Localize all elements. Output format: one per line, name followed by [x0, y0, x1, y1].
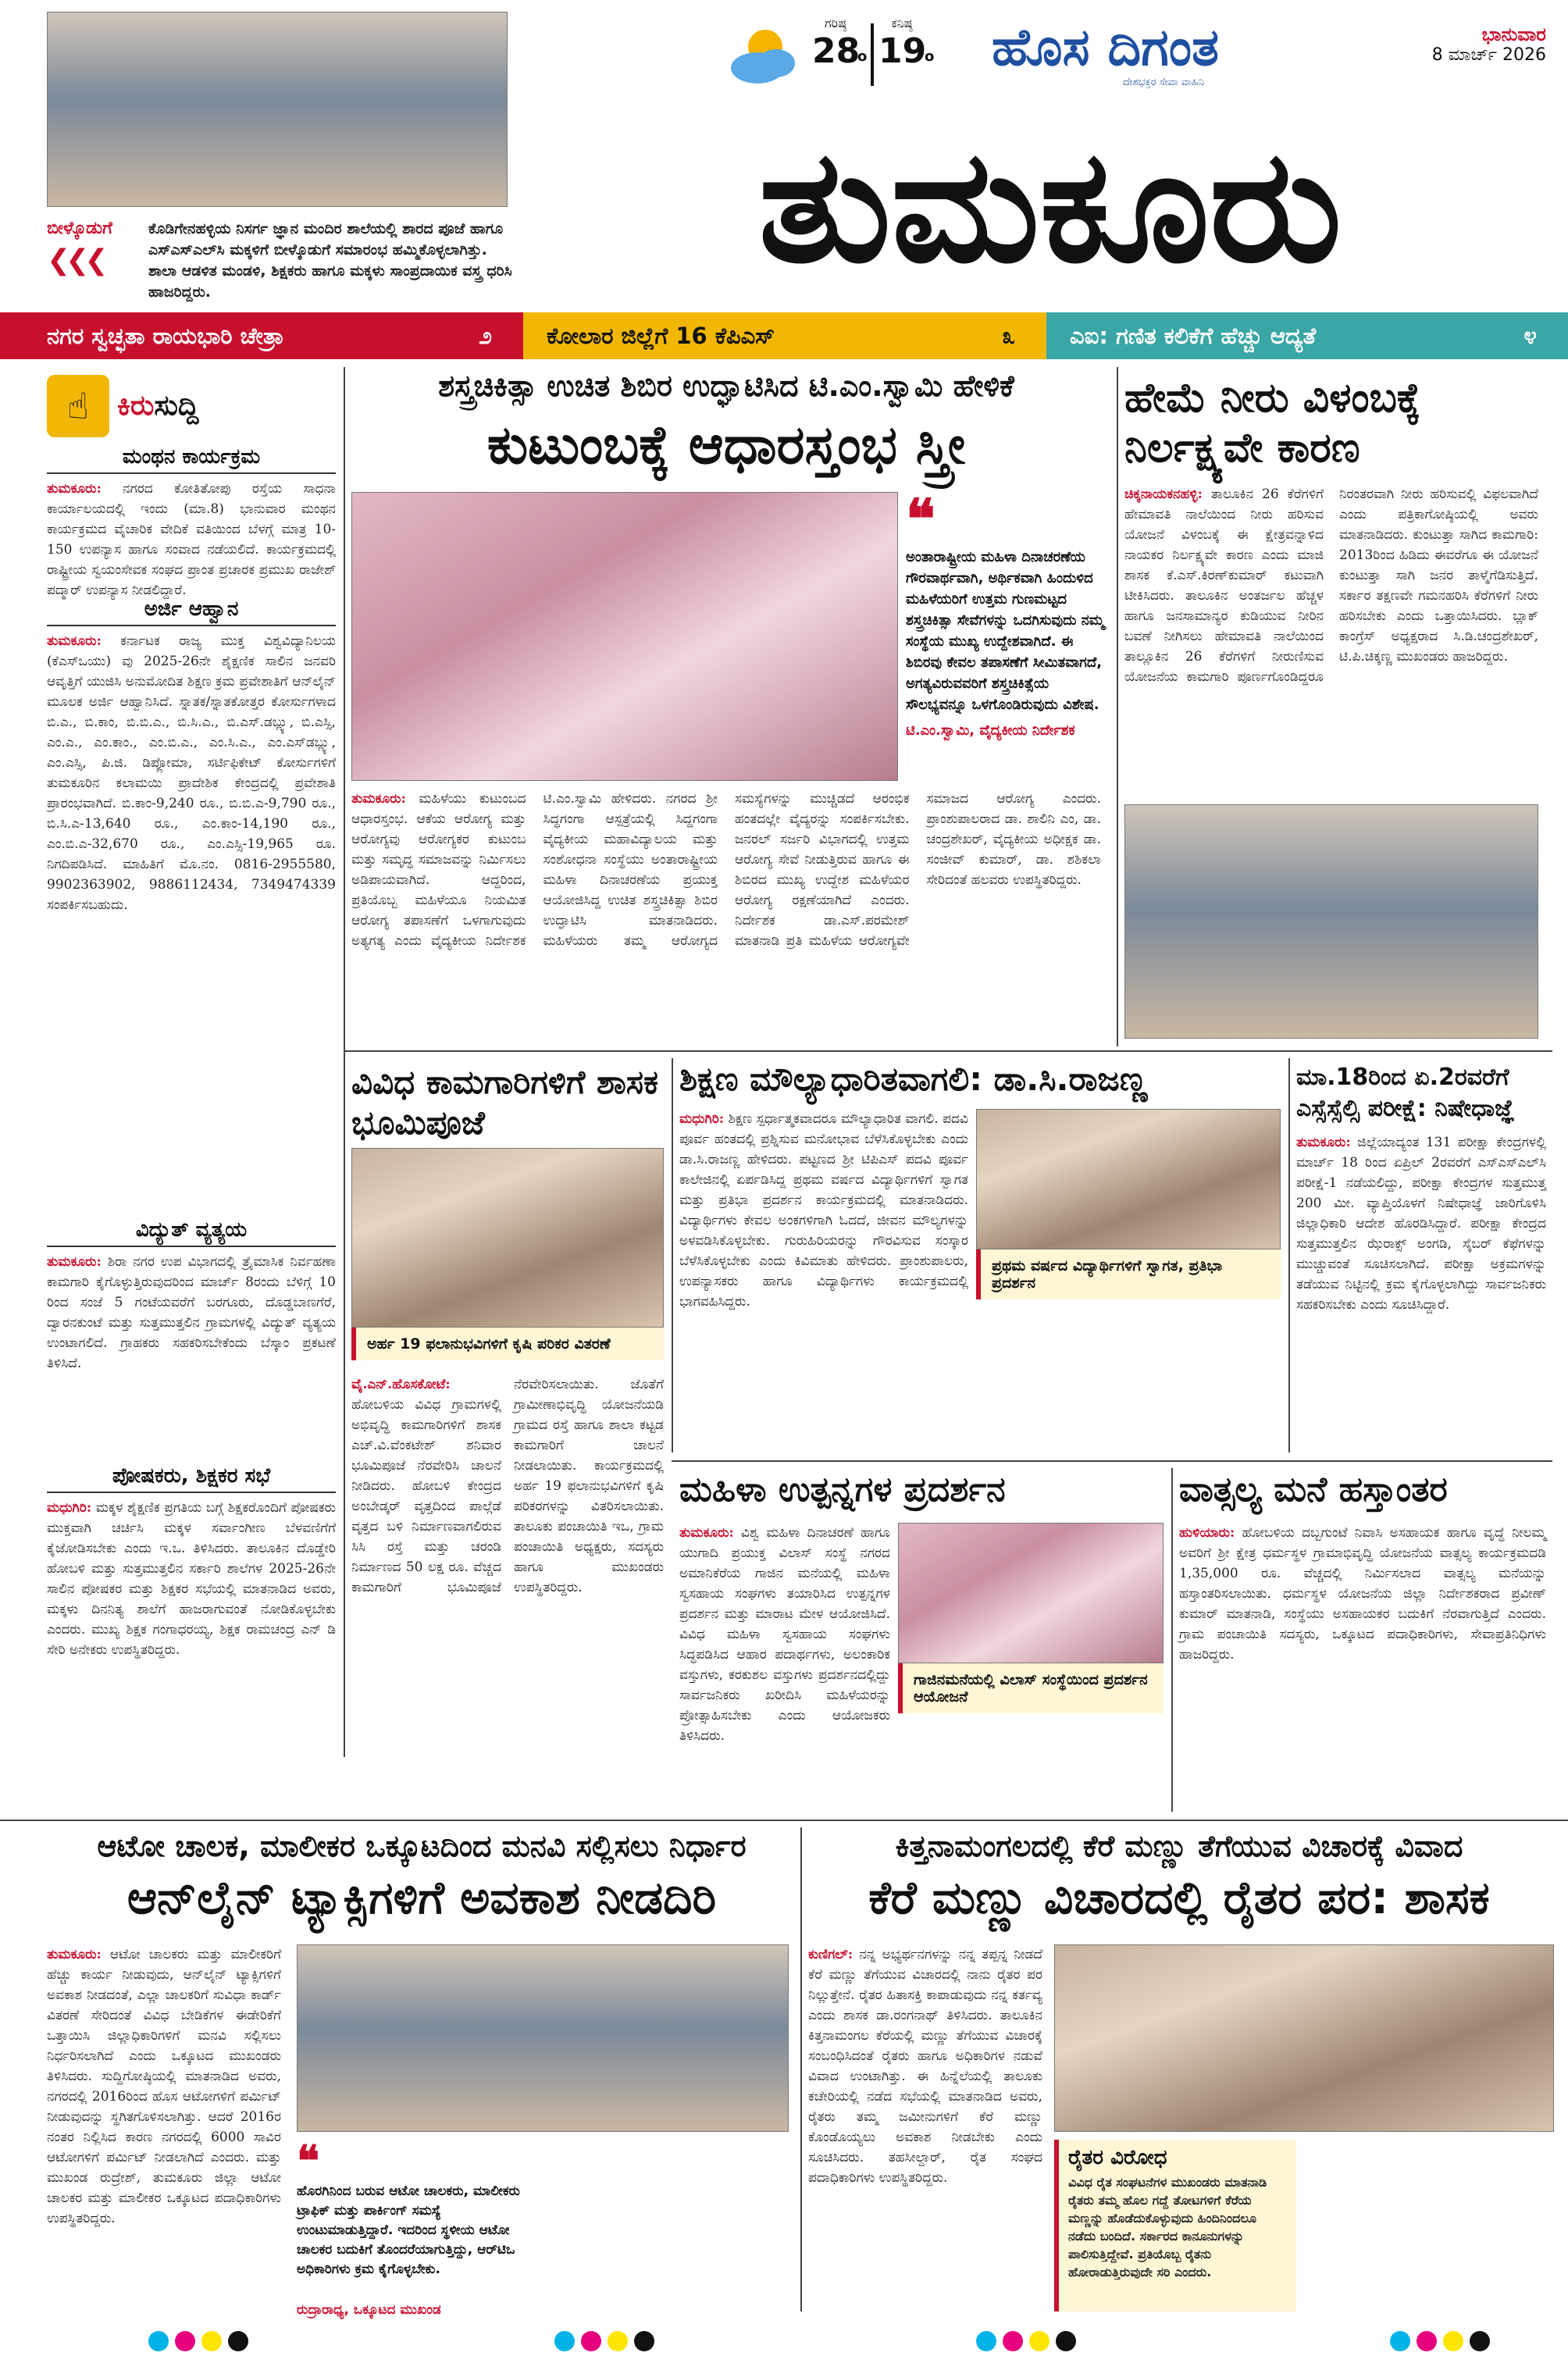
brief-body: [47, 1498, 336, 1826]
index-label: ಎಐ: ಗಣಿತ ಕಲಿಕೆಗೆ ಹೆಚ್ಚು ಆದ್ಯತೆ: [1070, 322, 1317, 349]
caption-text: ಕೊಡಿಗೇನಹಳ್ಳಿಯ ನಿಸರ್ಗ ಜ್ಞಾನ ಮಂದಿರ ಶಾಲೆಯಲ್ಲಿ ಶಾರದ ಪೂಜೆ ಹಾಗೂ ಎಸ್‌ಎಸ್‌ಎಲ್‌ಸಿ ಮಕ್ಕಳಿಗೆ ಬೀಳ್ಕೊಡುಗೆ ಸಮಾರಂಭ ಹಮ್ಮಿಕೊಳ್ಳಲಾಗಿತ್ತು. ಶಾಲಾ ಆಡಳಿತ ಮಂಡಳಿ, ಶಿಕ್ಷಕರು ಹಾಗೂ ಮಕ್ಕಳು ಸಾಂಪ್ರದಾಯಿಕ ವಸ್ತ್ರ ಧರಿಸಿ ಹಾಜರಿದ್ದರು.: [148, 220, 512, 301]
black-dot: [1470, 2331, 1490, 2351]
row-rule: [0, 1820, 1568, 1821]
row2-story2-text: ಶಿಕ್ಷಣ ಸ್ಪರ್ಧಾತ್ಮಕವಾದರೂ ಮೌಲ್ಯಾಧಾರಿತ ವಾಗಲಿ. ಪದವಿ ಪೂರ್ವ ಹಂತದಲ್ಲಿ ಪ್ರಶ್ನಿಸುವ ಮನೋಭಾವ ಬೆಳೆಸಿಕೊಳ್ಳಬೇಕು ಎಂದು ಡಾ.ಸಿ.ರಾಜಣ್ಣ ಹೇಳಿದರು. ಪಟ್ಟಣದ ಶ್ರೀ ಟಿಪಿಎಸ್ ಪದವಿ ಪೂರ್ವ ಕಾಲೇಜಿನಲ್ಲಿ ಏರ್ಪಡಿಸಿದ್ದ ಪ್ರಥಮ ವರ್ಷದ ವಿದ್ಯಾರ್ಥಿಗಳಿಗೆ ಸ್ವಾಗತ ಮತ್ತು ಪ್ರತಿಭಾ ಪ್ರದರ್ಶನ ಕಾರ್ಯಕ್ರಮದಲ್ಲಿ ಮಾತನಾಡಿದರು. ವಿದ್ಯಾರ್ಥಿಗಳು ಕೇವಲ ಅಂಕಗಳಿಗಾಗಿ ಓದದೆ, ಜೀವನ ಮೌಲ್ಯಗಳನ್ನು ಅಳವಡಿಸಿಕೊಳ್ಳಬೇಕು. ಗುರುಹಿರಿಯರನ್ನು ಗೌರವಿಸುವ ಸಂಸ್ಕಾರ ಬೆಳೆಸಿಕೊಳ್ಳಬೇಕು ಎಂದು ಕಿವಿಮಾತು ಹೇಳಿದರು. ಪ್ರಾಂಶುಪಾಲರು, ಉಪನ್ಯಾಸಕರು ಹಾಗೂ ವಿದ್ಯಾರ್ಥಿಗಳು ಕಾರ್ಯಕ್ರಮದಲ್ಲಿ ಭಾಗವಹಿಸಿದ್ದರು.: [679, 1111, 969, 1310]
bottom-left-body-b: [547, 2140, 789, 2319]
row3-story2-text: ಹೋಬಳಿಯ ದಬ್ಬಗುಂಟೆ ನಿವಾಸಿ ಅಸಹಾಯಕ ಹಾಗೂ ವೃದ್ಧೆ ನೀಲಮ್ಮ ಅವರಿಗೆ ಶ್ರೀ ಕ್ಷೇತ್ರ ಧರ್ಮಸ್ಥಳ ಗ್ರಾಮಾಭಿವೃದ್ಧಿ ಯೋಜನೆಯ ವಾತ್ಸಲ್ಯ ಕಾರ್ಯಕ್ರಮದಡಿ 1,35,000 ರೂ. ವೆಚ್ಚದಲ್ಲಿ ನಿರ್ಮಿಸಲಾದ ವಾತ್ಸಲ್ಯ ಮನೆಯನ್ನು ಹಸ್ತಾಂತರಿಸಲಾಯಿತು. ಧರ್ಮಸ್ಥಳ ಯೋಜನೆಯ ಜಿಲ್ಲಾ ನಿರ್ದೇಶಕರಾದ ಪ್ರವೀಣ್ ಕುಮಾರ್ ಮಾತನಾಡಿ, ಸಂಸ್ಥೆಯು ಅಸಹಾಯಕರ ಬದುಕಿಗೆ ನೆರವಾಗುತ್ತಿದೆ ಎಂದರು. ಗ್ರಾಮ ಪಂಚಾಯಿತಿ ಸದಸ್ಯರು, ಒಕ್ಕೂಟದ ಪದಾಧಿಕಾರಿಗಳು, ಸೇವಾಪ್ರತಿನಿಧಿಗಳು ಹಾಜರಿದ್ದರು.: [1179, 1525, 1546, 1663]
bottom-right-caption: [1054, 2140, 1296, 2311]
bottom-left-quote: [297, 2136, 531, 2296]
row3-story1-place: ತುಮಕೂರು:: [679, 1525, 734, 1541]
bottom-right-caption-title: ರೈತರ ವಿರೋಧ: [1068, 2146, 1167, 2169]
bottom-left-quote-text: ಹೊರಗಿನಿಂದ ಬರುವ ಆಟೋ ಚಾಲಕರು, ಮಾಲೀಕರು ಟ್ರಾಫಿಕ್ ಮತ್ತು ಪಾರ್ಕಿಂಗ್ ಸಮಸ್ಯೆ ಉಂಟುಮಾಡುತ್ತಿದ್ದಾರೆ. ಇದರಿಂದ ಸ್ಥಳೀಯ ಆಟೋ ಚಾಲಕರ ಬದುಕಿಗೆ ತೊಂದರೆಯಾಗುತ್ತಿದ್ದು, ಆರ್‌ಟಿಒ ಅಧಿಕಾರಿಗಳು ಕ್ರಮ ಕೈಗೊಳ್ಳಬೇಕು.: [297, 2183, 520, 2277]
bottom-right-photo: [1054, 1944, 1554, 2132]
bottom-left-text: ಆಟೋ ಚಾಲಕರು ಮತ್ತು ಮಾಲೀಕರಿಗೆ ಹೆಚ್ಚು ಕಾರ್ಯ ನೀಡುವುದು, ಆನ್‌ಲೈನ್ ಟ್ಯಾಕ್ಸಿಗಳಿಗೆ ಅವಕಾಶ ನೀಡದಂತೆ, ಎಲ್ಲಾ ಚಾಲಕರಿಗೆ ಸುವಿಧಾ ಕಾರ್ಡ್ ವಿತರಣೆ ಸೇರಿದಂತೆ ವಿವಿಧ ಬೇಡಿಕೆಗಳ ಈಡೇರಿಕೆಗೆ ಒತ್ತಾಯಿಸಿ ಜಿಲ್ಲಾಧಿಕಾರಿಗಳಿಗೆ ಮನವಿ ಸಲ್ಲಿಸಲು ನಿರ್ಧರಿಸಲಾಗಿದೆ ಎಂದು ಒಕ್ಕೂಟದ ಮುಖಂಡರು ತಿಳಿಸಿದರು. ಸುದ್ದಿಗೋಷ್ಠಿಯಲ್ಲಿ ಮಾತನಾಡಿದ ಅವರು, ನಗರದಲ್ಲಿ 2016ರಿಂದ ಹೊಸ ಆಟೋಗಳಿಗೆ ಪರ್ಮಿಟ್ ನೀಡುವುದನ್ನು ಸ್ಥಗಿತಗೊಳಿಸಲಾಗಿತ್ತು. ಆದರೆ 2016ರ ನಂತರ ನಿಲ್ಲಿಸಿದ ಕಾರಣ ನಗರದಲ್ಲಿ 6000 ಸಾವಿರ ಆಟೋಗಳಿಗೆ ಪರ್ಮಿಟ್ ನೀಡಲಾಗಿದೆ ಎಂದರು. ಮತ್ತು ಮುಖಂಡ ರುದ್ರೇಶ್, ತುಮಕೂರು ಜಿಲ್ಲಾ ಆಟೋ ಚಾಲಕರ ಮತ್ತು ಮಾಲೀಕರ ಒಕ್ಕೂಟದ ಪದಾಧಿಕಾರಿಗಳು ಉಪಸ್ಥಿತರಿದ್ದರು.: [47, 1947, 281, 2226]
bottom-left-photo: [297, 1944, 789, 2132]
brief-body: [47, 479, 336, 598]
max-value: 28: [812, 31, 861, 71]
degree-symbol: o: [857, 48, 868, 65]
brief-title: ಪೋಷಕರು, ಶಿಕ್ಷಕರ ಸಭೆ: [47, 1464, 336, 1493]
bottom-right-body-b: [1308, 2140, 1550, 2311]
column-rule: [1171, 1468, 1173, 1812]
bottom-left-kicker: ಆಟೋ ಚಾಲಕ, ಮಾಲೀಕರ ಒಕ್ಕೂಟದಿಂದ ಮನವಿ ಸಲ್ಲಿಸಲು ನಿರ್ಧಾರ: [97, 1829, 747, 1863]
registration-marks: [554, 2331, 654, 2351]
kirusuddi-header: [47, 375, 336, 437]
weather-max: [812, 16, 859, 71]
min-label: ಕನಿಷ್ಠ: [891, 16, 913, 30]
row2-story1-body: [351, 1374, 664, 1812]
weather-divider: [871, 23, 874, 86]
brief-title: ಮಂಥನ ಕಾರ್ಯಕ್ರಮ: [47, 445, 336, 474]
bottom-left-quote-by: ರುದ್ರಾರಾಧ್ಯ, ಒಕ್ಕೂಟದ ಮುಖಂಡ: [297, 2302, 441, 2318]
min-value: 19: [878, 31, 927, 71]
caption-place: ಬೀಳ್ಕೊಡುಗೆ: [47, 219, 112, 238]
magenta-dot: [175, 2331, 195, 2351]
row3-story2-body: [1179, 1523, 1546, 1812]
registration-marks: [976, 2331, 1076, 2351]
chevron-left-icon: ❮❮❮: [47, 244, 104, 276]
brief-text: ಶಿರಾ ನಗರ ಉಪ ವಿಭಾಗದಲ್ಲಿ ತ್ರೈಮಾಸಿಕ ನಿರ್ವಹಣಾ ಕಾಮಗಾರಿ ಕೈಗೊಳ್ಳುತ್ತಿರುವುದರಿಂದ ಮಾರ್ಚ್ 8ರಂದು ಬೆಳಿಗ್ಗೆ 10 ರಿಂದ ಸಂಜೆ 5 ಗಂಟೆಯವರೆಗೆ ಬರಗೂರು, ದೊಡ್ಡಬಾಣಗೆರೆ, ದ್ವಾರನಕುಂಟೆ ಮತ್ತು ಸುತ್ತಮುತ್ತಲಿನ ಗ್ರಾಮಗಳಲ್ಲಿ ವಿದ್ಯುತ್ ವ್ಯತ್ಯಯ ಉಂಟಾಗಲಿದೆ. ಗ್ರಾಹಕರು ಸಹಕರಿಸಬೇಕೆಂದು ಬೆಸ್ಕಾಂ ಪ್ರಕಟಣೆ ತಿಳಿಸಿದೆ.: [47, 1254, 336, 1371]
brief-place: ತುಮಕೂರು:: [47, 481, 102, 497]
row2-story2-place: ಮಧುಗಿರಿ:: [679, 1111, 725, 1127]
row2-story1-headline: ವಿವಿಧ ಕಾಮಗಾರಿಗಳಿಗೆ ಶಾಸಕ ಭೂಮಿಪೂಜೆ: [351, 1063, 659, 1142]
max-label: ಗರಿಷ್ಠ: [825, 16, 846, 30]
bottom-right-text: ನನ್ನ ಅಭ್ಯರ್ಥನಗಳನ್ನು ನನ್ನ ತಪ್ಪನ್ನ ನೀಡದೆ ಕೆರೆ ಮಣ್ಣು ತೆಗೆಯುವ ವಿಚಾರದಲ್ಲಿ ನಾನು ರೈತರ ಪರ ನಿಲ್ಲುತ್ತೇನೆ. ರೈತರ ಹಿತಾಸಕ್ತಿ ಕಾಪಾಡುವುದು ನನ್ನ ಕರ್ತವ್ಯ ಎಂದು ಶಾಸಕ ಡಾ.ರಂಗನಾಥ್ ತಿಳಿಸಿದರು. ತಾಲೂಕಿನ ಕಿತ್ತನಾಮಂಗಲ ಕೆರೆಯಲ್ಲಿ ಮಣ್ಣು ತೆಗೆಯುವ ವಿಚಾರಕ್ಕೆ ಸಂಬಂಧಿಸಿದಂತೆ ರೈತರು ಹಾಗೂ ಅಧಿಕಾರಿಗಳ ನಡುವೆ ವಿವಾದ ಉಂಟಾಗಿತ್ತು. ಈ ಹಿನ್ನೆಲೆಯಲ್ಲಿ ತಾಲೂಕು ಕಚೇರಿಯಲ್ಲಿ ನಡೆದ ಸಭೆಯಲ್ಲಿ ಮಾತನಾಡಿದ ಅವರು, ರೈತರು ತಮ್ಮ ಜಮೀನುಗಳಿಗೆ ಕೆರೆ ಮಣ್ಣು ಕೊಂಡೊಯ್ಯಲು ಅವಕಾಶ ನೀಡಬೇಕು ಎಂದು ಸೂಚಿಸಿದರು. ತಹಸೀಲ್ದಾರ್, ರೈತ ಸಂಘದ ಪದಾಧಿಕಾರಿಗಳು ಉಪಸ್ಥಿತರಿದ್ದರು.: [808, 1947, 1043, 2186]
row-rule: [672, 1460, 1552, 1462]
bottom-right-place: ಕುಣಿಗಲ್:: [808, 1947, 853, 1962]
index-item-3[interactable]: [1046, 312, 1568, 359]
right-top-headline: ಹೇಮೆ ನೀರು ವಿಳಂಬಕ್ಕೆ ನಿರ್ಲಕ್ಷ್ಯವೇ ಕಾರಣ: [1124, 375, 1421, 472]
masthead-title: [547, 117, 1554, 297]
right-top-body: [1124, 484, 1538, 797]
row2-story2-body: [679, 1109, 968, 1452]
partly-cloudy-icon: [726, 20, 804, 90]
row3-story1-caption: ಗಾಜಿನಮನೆಯಲ್ಲಿ ವಿಲಾಸ್ ಸಂಸ್ಥೆಯಿಂದ ಪ್ರದರ್ಶನ ಆಯೋಜನೆ: [898, 1663, 1164, 1713]
top-photo-caption: [47, 219, 515, 305]
index-label: ನಗರ ಸ್ವಚ್ಛತಾ ರಾಯಭಾರಿ ಚೇತ್ರಾ: [47, 322, 284, 349]
right-top-photo: [1124, 804, 1538, 1039]
pointing-hand-icon: ☝: [47, 375, 109, 437]
column-rule: [1288, 1058, 1290, 1452]
brief-text: ನಗರದ ಕೋತಿತೋಪು ರಸ್ತೆಯ ಸಾಧನಾ ಕಾರ್ಯಾಲಯದಲ್ಲಿ ಇಂದು (ಮಾ.8) ಭಾನುವಾರ ಮಂಥನ ಕಾರ್ಯಕ್ರಮದ ವೈಚಾರಿಕ ವೇದಿಕೆ ವತಿಯಿಂದ ಬೆಳಗ್ಗೆ ಮಾತ್ರ 10-150 ಉಪನ್ಯಾಸ ಹಾಗೂ ಸಂವಾದ ನಡೆಯಲಿದೆ. ಕಾರ್ಯಕ್ರಮದಲ್ಲಿ ರಾಷ್ಟ್ರೀಯ ಸ್ವಯಂಸೇವಕ ಸಂಘದ ಪ್ರಾಂತ ಪ್ರಚಾರಕ ಪ್ರಮುಖ ರಾಜೇಶ್ ಪದ್ಮಾರ್ ಉಪನ್ಯಾಸ ನೀಡಲಿದ್ದಾರೆ.: [47, 481, 336, 598]
issue-date: [1382, 23, 1546, 65]
yellow-dot: [201, 2331, 222, 2351]
kirusuddi-column: [47, 375, 336, 1843]
magenta-dot: [581, 2331, 601, 2351]
bottom-left-body-a: [47, 1944, 281, 2288]
row3-story1-photo: [898, 1523, 1164, 1663]
brand-name: ಹೊಸ ದಿಗಂತ: [992, 17, 1220, 77]
yellow-dot: [608, 2331, 628, 2351]
index-item-2[interactable]: [523, 312, 1046, 359]
column-rule: [800, 1827, 802, 2311]
black-dot: [1056, 2331, 1076, 2351]
column-rule: [344, 367, 345, 1757]
row2-story3-text: ಜಿಲ್ಲೆಯಾದ್ಯಂತ 131 ಪರೀಕ್ಷಾ ಕೇಂದ್ರಗಳಲ್ಲಿ ಮಾರ್ಚ್ 18 ರಿಂದ ಏಪ್ರಿಲ್ 2ರವರೆಗೆ ಎಸ್‌ಎಸ್‌ಎಲ್‌ಸಿ ಪರೀಕ್ಷೆ-1 ನಡೆಯಲಿದ್ದು, ಪರೀಕ್ಷಾ ಕೇಂದ್ರಗಳ ಸುತ್ತಮುತ್ತ 200 ಮೀ. ವ್ಯಾಪ್ತಿಯೊಳಗೆ ನಿಷೇಧಾಜ್ಞೆ ಜಾರಿಗೊಳಿಸಿ ಜಿಲ್ಲಾಧಿಕಾರಿ ಆದೇಶ ಹೊರಡಿಸಿದ್ದಾರೆ. ಪರೀಕ್ಷಾ ಕೇಂದ್ರದ ಸುತ್ತಮುತ್ತಲಿನ ಝೆರಾಕ್ಸ್ ಅಂಗಡಿ, ಸೈಬರ್ ಕೆಫೆಗಳನ್ನು ಮುಚ್ಚುವಂತೆ ಸೂಚಿಸಲಾಗಿದೆ. ಪರೀಕ್ಷಾ ಅಕ್ರಮಗಳನ್ನು ತಡೆಯುವ ನಿಟ್ಟಿನಲ್ಲಿ ಕ್ರಮ ಕೈಗೊಳ್ಳಲಾಗಿದ್ದು ಸಾರ್ವಜನಿಕರು ಸಹಕರಿಸಬೇಕು ಎಂದು ಸೂಚಿಸಿದ್ದಾರೆ.: [1296, 1135, 1546, 1313]
lead-photo: [351, 492, 898, 781]
issue-date-text: 8 ಮಾರ್ಚ್ 2026: [1431, 45, 1546, 65]
lead-headline: ಕುಟುಂಬಕ್ಕೆ ಆಧಾರಸ್ತಂಭ ಸ್ತ್ರೀ: [486, 415, 966, 476]
cyan-dot: [554, 2331, 575, 2351]
cyan-dot: [148, 2331, 169, 2351]
quote-icon: ❝: [297, 2136, 320, 2186]
quote-icon: ❝: [906, 487, 935, 551]
kirusuddi-title-b: ಸುದ್ದಿ: [154, 390, 199, 422]
yellow-dot: [1443, 2331, 1463, 2351]
lead-text: ಮಹಿಳೆಯು ಕುಟುಂಬದ ಆಧಾರಸ್ತಂಭ. ಆಕೆಯ ಆರೋಗ್ಯ ಮತ್ತು ಆರೋಗ್ಯವು ಆರೋಗ್ಯಕರ ಕುಟುಂಬ ಮತ್ತು ಸಮೃದ್ಧ ಸಮಾಜವನ್ನು ನಿರ್ಮಿಸಲು ಅಡಿಪಾಯವಾಗಿದೆ. ಆದ್ದರಿಂದ, ಪ್ರತಿಯೊಬ್ಬ ಮಹಿಳೆಯೂ ನಿಯಮಿತ ಆರೋಗ್ಯ ತಪಾಸಣೆಗೆ ಒಳಗಾಗುವುದು ಅತ್ಯಗತ್ಯ ಎಂದು ವೈದ್ಯಕೀಯ ನಿರ್ದೇಶಕ ಟಿ.ಎಂ.ಸ್ವಾಮಿ ಹೇಳಿದರು. ನಗರದ ಶ್ರೀ ಸಿದ್ಧಗಂಗಾ ಆಸ್ಪತ್ರೆಯಲ್ಲಿ ಸಿದ್ದಗಂಗಾ ವೈದ್ಯಕೀಯ ಮಹಾವಿದ್ಯಾಲಯ ಮತ್ತು ಸಂಶೋಧನಾ ಸಂಸ್ಥೆಯು ಅಂತಾರಾಷ್ಟ್ರೀಯ ಮಹಿಳಾ ದಿನಾಚರಣೆಯ ಪ್ರಯುಕ್ತ ಆಯೋಜಿಸಿದ್ದ ಉಚಿತ ಶಸ್ತ್ರಚಿಕಿತ್ಸಾ ಶಿಬಿರ ಉದ್ಘಾಟಿಸಿ ಮಾತನಾಡಿದರು. ಮಹಿಳೆಯರು ತಮ್ಮ ಆರೋಗ್ಯದ ಸಮಸ್ಯೆಗಳನ್ನು ಮುಚ್ಚಿಡದೆ ಆರಂಭಿಕ ಹಂತದಲ್ಲೇ ವೈದ್ಯರನ್ನು ಸಂಪರ್ಕಿಸಬೇಕು. ಜನರಲ್ ಸರ್ಜರಿ ವಿಭಾಗದಲ್ಲಿ ಉತ್ತಮ ಆರೋಗ್ಯ ಸೇವೆ ನೀಡುತ್ತಿರುವ ಹಾಗೂ ಈ ಶಿಬಿರದ ಮುಖ್ಯ ಉದ್ದೇಶ ಮಹಿಳೆಯರ ಆರೋಗ್ಯ ರಕ್ಷಣೆಯಾಗಿದೆ ಎಂದರು. ನಿರ್ದೇಶಕ ಡಾ.ಎಸ್.ಪರಮೇಶ್ ಮಾತನಾಡಿ ಪ್ರತಿ ಮಹಿಳೆಯ ಆರೋಗ್ಯವೇ ಸಮಾಜದ ಆರೋಗ್ಯ ಎಂದರು. ಪ್ರಾಂಶುಪಾಲರಾದ ಡಾ. ಶಾಲಿನಿ ಎಂ, ಡಾ. ಚಂದ್ರಶೇಖರ್, ವೈದ್ಯಕೀಯ ಅಧೀಕ್ಷಕ ಡಾ. ಸಂಜೀವ್ ಕುಮಾರ್, ಡಾ. ಶಶಿಕಲಾ ಸೇರಿದಂತೆ ಹಲವರು ಉಪಸ್ಥಿತರಿದ್ದರು.: [351, 791, 1101, 949]
row3-story1-body: [679, 1523, 890, 1812]
row2-story2-headline: ಶಿಕ್ಷಣ ಮೌಲ್ಯಾಧಾರಿತವಾಗಲಿ: ಡಾ.ಸಿ.ರಾಜಣ್ಣ: [679, 1060, 1148, 1098]
magenta-dot: [1417, 2331, 1437, 2351]
issue-day: ಭಾನುವಾರ: [1481, 23, 1546, 45]
yellow-dot: [1029, 2331, 1049, 2351]
kirusuddi-title-a: ಕಿರು: [117, 390, 155, 422]
brand-logo: [992, 17, 1335, 108]
brief-body: [47, 631, 336, 1209]
brief-place: ಮಧುಗಿರಿ:: [47, 1500, 92, 1516]
row2-story1-text: ಹೋಬಳಿಯ ವಿವಿಧ ಗ್ರಾಮಗಳಲ್ಲಿ ಅಭಿವೃದ್ಧಿ ಕಾಮಗಾರಿಗಳಿಗೆ ಶಾಸಕ ಎಚ್.ವಿ.ವೆಂಕಟೇಶ್ ಶನಿವಾರ ಭೂಮಿಪೂಜೆ ನೆರವೇರಿಸಿ ಚಾಲನೆ ನೀಡಿದರು. ಹೋಬಳಿ ಕೇಂದ್ರದ ಅಂಬೇಡ್ಕರ್ ವೃತ್ತದಿಂದ ಪಾಲ್ಗೆಡೆ ವೃತ್ತದ ಬಳಿ ನಿರ್ಮಾಣವಾಗಲಿರುವ ಸಿಸಿ ರಸ್ತೆ ಮತ್ತು ಚರಂಡಿ ನಿರ್ಮಾಣದ 50 ಲಕ್ಷ ರೂ. ವೆಚ್ಚದ ಕಾಮಗಾರಿಗೆ ಭೂಮಿಪೂಜೆ ನೆರವೇರಿಸಲಾಯಿತು. ಜೊತೆಗೆ ಗ್ರಾಮೀಣಾಭಿವೃದ್ಧಿ ಯೋಜನೆಯಡಿ ಗ್ರಾಮದ ರಸ್ತೆ ಹಾಗೂ ಶಾಲಾ ಕಟ್ಟಡ ಕಾಮಗಾರಿಗೆ ಚಾಲನೆ ನೀಡಲಾಯಿತು. ಕಾರ್ಯಕ್ರಮದಲ್ಲಿ ಅರ್ಹ 19 ಫಲಾನುಭವಿಗಳಿಗೆ ಕೃಷಿ ಪರಿಕರಗಳನ್ನು ವಿತರಿಸಲಾಯಿತು. ತಾಲೂಕು ಪಂಚಾಯಿತಿ ಇಒ, ಗ್ರಾಮ ಪಂಚಾಯಿತಿ ಅಧ್ಯಕ್ಷರು, ಸದಸ್ಯರು ಹಾಗೂ ಮುಖಂಡರು ಉಪಸ್ಥಿತರಿದ್ದರು.: [351, 1377, 664, 1595]
bottom-left-place: ತುಮಕೂರು:: [47, 1947, 102, 1962]
row-rule: [344, 1050, 1552, 1052]
row2-story1-caption: ಅರ್ಹ 19 ಫಲಾನುಭವಿಗಳಿಗೆ ಕೃಷಿ ಪರಿಕರ ವಿತರಣೆ: [351, 1328, 664, 1360]
bottom-right-body: [808, 1944, 1042, 2311]
brief-place: ತುಮಕೂರು:: [47, 1254, 102, 1270]
row2-story2-caption: ಪ್ರಥಮ ವರ್ಷದ ವಿದ್ಯಾರ್ಥಿಗಳಿಗೆ ಸ್ವಾಗತ, ಪ್ರತಿಭಾ ಪ್ರದರ್ಶನ: [976, 1249, 1281, 1299]
lead-kicker: ಶಸ್ತ್ರಚಿಕಿತ್ಸಾ ಉಚಿತ ಶಿಬಿರ ಉದ್ಘಾಟಿಸಿದ ಟಿ.ಎಂ.ಸ್ವಾಮಿ ಹೇಳಿಕೆ: [438, 369, 1014, 403]
masthead-title-text: ತುಮಕೂರು: [758, 116, 1342, 298]
right-top-place: ಚಿಕ್ಕನಾಯಕನಹಳ್ಳಿ:: [1124, 487, 1203, 502]
column-rule: [672, 1058, 673, 1452]
row3-story2-place: ಹುಳಿಯಾರು:: [1179, 1525, 1235, 1541]
degree-symbol: o: [925, 48, 935, 65]
lead-place: ತುಮಕೂರು:: [351, 791, 406, 807]
lead-quote: [906, 487, 1109, 781]
brief-title: ಅರ್ಜಿ ಆಹ್ವಾನ: [47, 597, 336, 626]
brief-title: ವಿದ್ಯುತ್ ವ್ಯತ್ಯಯ: [47, 1218, 336, 1247]
students-group-photo: [47, 12, 508, 207]
cyan-dot: [976, 2331, 996, 2351]
row2-story1-place: ವೈ.ಎನ್.ಹೊಸಕೋಟೆ:: [351, 1377, 451, 1392]
black-dot: [634, 2331, 654, 2351]
brief-text: ಕರ್ನಾಟಕ ರಾಜ್ಯ ಮುಕ್ತ ವಿಶ್ವವಿದ್ಯಾನಿಲಯ (ಕೆಎಸ್‌ಒಯು) ವು 2025-26ನೇ ಶೈಕ್ಷಣಿಕ ಸಾಲಿನ ಜನವರಿ ಆವೃತ್ತಿಗೆ ಯುಜಿಸಿ ಅನುಮೋದಿತ ಶಿಕ್ಷಣ ಕ್ರಮ ಪ್ರವೇಶಾತಿಗೆ ಆನ್‌ಲೈನ್ ಮೂಲಕ ಅರ್ಜಿ ಆಹ್ವಾನಿಸಿದೆ. ಸ್ನಾತಕ/ಸ್ನಾತಕೋತ್ತರ ಕೋರ್ಸುಗಳಾದ ಬಿ.ಎ., ಬಿ.ಕಾಂ, ಬಿ.ಬಿ.ಎ., ಬಿ.ಸಿ.ಎ., ಬಿ.ಎಸ್.ಡಬ್ಲ್ಯು, ಬಿ.ಎಸ್ಸಿ, ಎಂ.ಎ., ಎಂ.ಕಾಂ., ಎಂ.ಬಿ.ಎ., ಎಂ.ಸಿ.ಎ., ಎಂ.ಎಸ್‌ಡಬ್ಲ್ಯು, ಎಂ.ಎಸ್ಸಿ, ಪಿ.ಜಿ. ಡಿಪ್ಲೋಮಾ, ಸರ್ಟಿಫಿಕೇಟ್ ಕೋರ್ಸುಗಳಿಗೆ ತುಮಕೂರಿನ ಕಲಾಮಯಿ ಪ್ರಾದೇಶಿಕ ಕೇಂದ್ರದಲ್ಲಿ ಪ್ರವೇಶಾತಿ ಪ್ರಾರಂಭವಾಗಿದೆ. ಬಿ.ಕಾಂ-9,240 ರೂ., ಬಿ.ಬಿ.ಎ-9,790 ರೂ., ಬಿ.ಸಿ.ಎ-13,640 ರೂ., ಎಂ.ಕಾಂ-14,190 ರೂ., ಎಂ.ಬಿ.ಎ-32,670 ರೂ., ಎಂ.ಎಸ್ಸಿ-19,965 ರೂ. ನಿಗದಿಪಡಿಸಿದೆ. ಮಾಹಿತಿಗೆ ಮೊ.ನಂ. 0816-2955580, 9902363902, 9886112434, 7349474339 ಸಂಪರ್ಕಿಸಬಹುದು.: [47, 633, 336, 913]
index-page: ೪: [1523, 322, 1537, 350]
lead-body: [351, 789, 1101, 1039]
index-bar: [0, 312, 1568, 359]
right-top-text: ತಾಲೂಕಿನ 26 ಕೆರೆಗಳಿಗೆ ಹೇಮಾವತಿ ನಾಲೆಯಿಂದ ನೀರು ಹರಿಸುವ ಯೋಜನೆ ವಿಳಂಬಕ್ಕೆ ಈ ಕ್ಷೇತ್ರವನ್ನಾಳಿದ ನಾಯಕರ ನಿರ್ಲಕ್ಷ್ಯವೇ ಕಾರಣ ಎಂದು ಮಾಜಿ ಶಾಸಕ ಕೆ.ಎಸ್.ಕಿರಣ್‌ಕುಮಾರ್ ಕಟುವಾಗಿ ಟೀಕಿಸಿದರು. ತಾಲೂಕಿನ ಅಂತರ್ಜಲ ಹೆಚ್ಚಳ ಹಾಗೂ ಜನಸಾಮಾನ್ಯರ ಕುಡಿಯುವ ನೀರಿನ ಬವಣೆ ನೀಗಿಸಲು ಹೇಮಾವತಿ ನಾಲೆಯಿಂದ ತಾಲ್ಲೂಕಿನ 26 ಕೆರೆಗಳಿಗೆ ನೀರುಣಿಸುವ ಯೋಜನೆಯ ಕಾಮಗಾರಿ ಪೂರ್ಣಗೊಂಡಿದ್ದರೂ ನಿರಂತರವಾಗಿ ನೀರು ಹರಿಸುವಲ್ಲಿ ವಿಫಲವಾಗಿದೆ ಎಂದು ಪತ್ರಿಕಾಗೋಷ್ಠಿಯಲ್ಲಿ ಅವರು ಮಾತನಾಡಿದರು. ಕುಂಟುತ್ತಾ ಸಾಗಿದ ಕಾಮಗಾರಿ: 2013ರಿಂದ ಹಿಡಿದು ಈವರೆಗೂ ಈ ಯೋಜನೆ ಕುಂಟುತ್ತಾ ಸಾಗಿ ಜನರ ತಾಳ್ಮೆಗೆಡಿಸುತ್ತಿದೆ. ಸರ್ಕಾರ ತಕ್ಷಣವೇ ಗಮನಹರಿಸಿ ಕೆರೆಗಳಿಗೆ ನೀರು ಹರಿಸಬೇಕು ಎಂದು ಒತ್ತಾಯಿಸಿದರು. ಬ್ಲಾಕ್ ಕಾಂಗ್ರೆಸ್ ಅಧ್ಯಕ್ಷರಾದ ಸಿ.ಡಿ.ಚಂದ್ರಶೇಖರ್, ಟಿ.ಪಿ.ಚಿಕ್ಕಣ್ಣ ಮುಖಂಡರು ಹಾಜರಿದ್ದರು.: [1124, 487, 1538, 685]
index-page: ೩: [1002, 322, 1015, 350]
row2-story2-photo: [976, 1109, 1281, 1249]
registration-marks: [148, 2331, 248, 2351]
cyan-dot: [1390, 2331, 1410, 2351]
lead-quote-by: ಟಿ.ಎಂ.ಸ್ವಾಮಿ, ವೈದ್ಯಕೀಯ ನಿರ್ದೇಶಕ: [906, 722, 1075, 739]
lead-quote-text: ಅಂತಾರಾಷ್ಟ್ರೀಯ ಮಹಿಳಾ ದಿನಾಚರಣೆಯ ಗೌರವಾರ್ಥವಾಗಿ, ಅರ್ಥಿಕವಾಗಿ ಹಿಂದುಳಿದ ಮಹಿಳೆಯರಿಗೆ ಉತ್ತಮ ಗುಣಮಟ್ಟದ ಶಸ್ತ್ರಚಿಕಿತ್ಸಾ ಸೇವೆಗಳನ್ನು ಒದಗಿಸುವುದು ನಮ್ಮ ಸಂಸ್ಥೆಯ ಮುಖ್ಯ ಉದ್ದೇಶವಾಗಿದೆ. ಈ ಶಿಬಿರವು ಕೇವಲ ತಪಾಸಣೆಗೆ ಸೀಮಿತವಾಗದೆ, ಅಗತ್ಯವಿರುವವರಿಗೆ ಶಸ್ತ್ರಚಿಕಿತ್ಸೆಯ ಸೌಲಭ್ಯವನ್ನೂ ಒಳಗೊಂಡಿರುವುದು ವಿಶೇಷ.: [906, 549, 1105, 713]
magenta-dot: [1003, 2331, 1023, 2351]
row2-story3-body: [1296, 1132, 1546, 1452]
index-item-1[interactable]: [0, 312, 523, 359]
row3-story1-headline: ಮಹಿಳಾ ಉತ್ಪನ್ನಗಳ ಪ್ರದರ್ಶನ: [679, 1470, 1006, 1509]
black-dot: [228, 2331, 248, 2351]
brief-body: [47, 1252, 336, 1455]
bottom-right-caption-text: ವಿವಿಧ ರೈತ ಸಂಘಟನೆಗಳ ಮುಖಂಡರು ಮಾತನಾಡಿ ರೈತರು ತಮ್ಮ ಹೊಲ ಗದ್ದೆ ತೋಟಗಳಿಗೆ ಕೆರೆಯ ಮಣ್ಣನ್ನು ಹೊಡೆದುಕೊಳ್ಳುವುದು ಹಿಂದಿನಿಂದಲೂ ನಡೆದು ಬಂದಿದೆ. ಸರ್ಕಾರದ ಕಾನೂನುಗಳನ್ನು ಪಾಲಿಸುತ್ತಿದ್ದೇವೆ. ಪ್ರತಿಯೊಬ್ಬ ರೈತನು ಹೋರಾಡುತ್ತಿರುವುದೇ ಸರಿ ಎಂದರು.: [1068, 2175, 1267, 2279]
row2-story3-place: ತುಮಕೂರು:: [1296, 1135, 1351, 1150]
column-rule: [1117, 367, 1118, 1046]
bottom-right-kicker: ಕಿತ್ತನಾಮಂಗಲದಲ್ಲಿ ಕೆರೆ ಮಣ್ಣು ತೆಗೆಯುವ ವಿಚಾರಕ್ಕೆ ವಿವಾದ: [895, 1829, 1463, 1863]
brief-text: ಮಕ್ಕಳ ಶೈಕ್ಷಣಿಕ ಪ್ರಗತಿಯ ಬಗ್ಗೆ ಶಿಕ್ಷಕರೊಂದಿಗೆ ಪೋಷಕರು ಮುಕ್ತವಾಗಿ ಚರ್ಚಿಸಿ ಮಕ್ಕಳ ಸರ್ವಾಂಗೀಣ ಬೆಳವಣಿಗೆಗೆ ಕೈಜೋಡಿಸಬೇಕು ಎಂದು ಇ.ಒ. ತಿಳಿಸಿದರು. ತಾಲೂಕಿನ ದೊಡ್ಡೇರಿ ಹೋಬಳಿ ಮತ್ತು ಸುತ್ತಮುತ್ತಲಿನ ಸರ್ಕಾರಿ ಶಾಲೆಗಳ 2025-26ನೇ ಸಾಲಿನ ಪೋಷಕರ ಮತ್ತು ಶಿಕ್ಷಕರ ಸಭೆಯಲ್ಲಿ ಮಾತನಾಡಿದ ಅವರು, ಮಕ್ಕಳು ದಿನನಿತ್ಯ ಶಾಲೆಗೆ ಹಾಜರಾಗುವಂತೆ ನೋಡಿಕೊಳ್ಳಬೇಕು ಎಂದರು. ಮುಖ್ಯ ಶಿಕ್ಷಕ ಗಂಗಾಧರಯ್ಯ, ಶಿಕ್ಷಕ ರಾಮಚಂದ್ರ ಎನ್ ಡಿ ಸೇರಿ ಅನೇಕರು ಉಪಸ್ಥಿತರಿದ್ದರು.: [47, 1500, 337, 1658]
brief-place: ತುಮಕೂರು:: [47, 633, 102, 649]
row3-story2-headline: ವಾತ್ಸಲ್ಯ ಮನೆ ಹಸ್ತಾಂತರ: [1179, 1470, 1448, 1509]
index-label: ಕೋಲಾರ ಜಿಲ್ಲೆಗೆ 16 ಕೆಪಿಎಸ್: [547, 322, 775, 349]
row3-story1-text: ವಿಶ್ವ ಮಹಿಳಾ ದಿನಾಚರಣೆ ಹಾಗೂ ಯುಗಾದಿ ಪ್ರಯುಕ್ತ ವಿಲಾಸ್ ಸಂಸ್ಥೆ ನಗರದ ಅಮಾನಿಕೆರೆಯ ಗಾಜಿನ ಮನೆಯಲ್ಲಿ ಮಹಿಳಾ ಸ್ವಸಹಾಯ ಸಂಘಗಳು ತಯಾರಿಸಿದ ಉತ್ಪನ್ನಗಳ ಪ್ರದರ್ಶನ ಮತ್ತು ಮಾರಾಟ ಮೇಳ ಆಯೋಜಿಸಿದೆ. ವಿವಿಧ ಮಹಿಳಾ ಸ್ವಸಹಾಯ ಸಂಘಗಳು ಸಿದ್ಧಪಡಿಸಿದ ಆಹಾರ ಪದಾರ್ಥಗಳು, ಅಲಂಕಾರಿಕ ವಸ್ತುಗಳು, ಕರಕುಶಲ ವಸ್ತುಗಳು ಪ್ರದರ್ಶನದಲ್ಲಿದ್ದು ಸಾರ್ವಜನಿಕರು ಖರೀದಿಸಿ ಮಹಿಳೆಯರನ್ನು ಪ್ರೋತ್ಸಾಹಿಸಬೇಕು ಎಂದು ಆಯೋಜಕರು ತಿಳಿಸಿದರು.: [679, 1525, 891, 1744]
index-page: ೨: [479, 322, 492, 350]
brand-tagline: ದೇಶಭಕ್ತರ ಸೇವಾ ವಾಹಿನಿ: [1123, 77, 1204, 88]
registration-marks: [1390, 2331, 1490, 2351]
bottom-left-headline: ಆನ್‌ಲೈನ್ ಟ್ಯಾಕ್ಸಿಗಳಿಗೆ ಅವಕಾಶ ನೀಡದಿರಿ: [127, 1871, 717, 1924]
row2-story1-photo: [351, 1148, 664, 1328]
bottom-right-headline: ಕೆರೆ ಮಣ್ಣು ವಿಚಾರದಲ್ಲಿ ರೈತರ ಪರ: ಶಾಸಕ: [868, 1871, 1490, 1924]
row2-story3-headline: ಮಾ.18ರಿಂದ ಏ.2ರವರೆಗೆ ಎಸ್ಸೆಸ್ಸೆಲ್ಸಿ ಪರೀಕ್ಷೆ: ನಿಷೇಧಾಜ್ಞೆ: [1296, 1064, 1515, 1122]
weather-min: [878, 16, 925, 71]
